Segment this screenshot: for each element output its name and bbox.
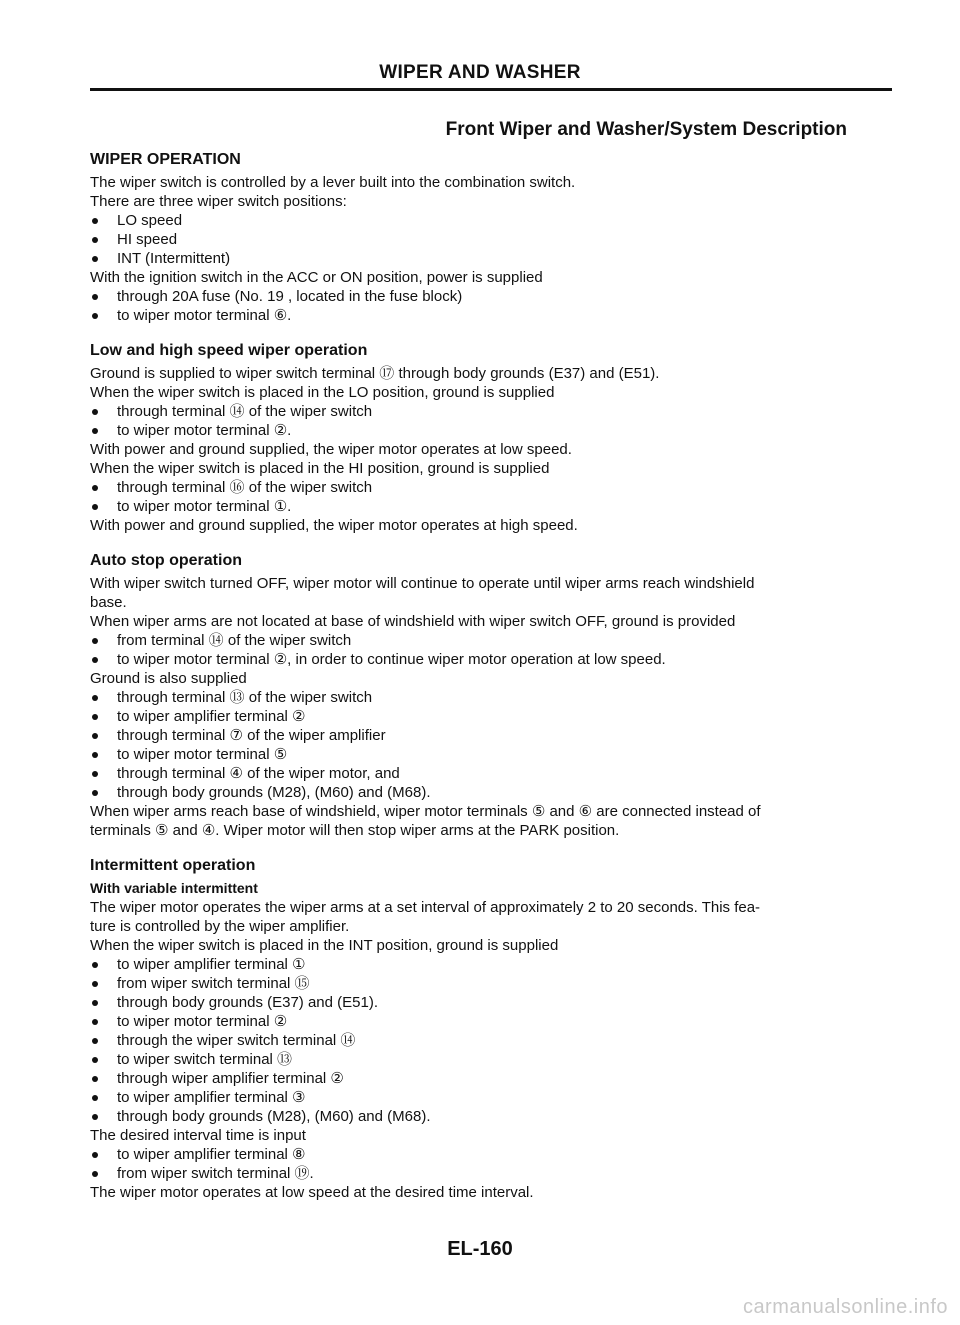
bullet-item: to wiper amplifier terminal ② xyxy=(90,707,900,726)
bullet-item: to wiper motor terminal ①. xyxy=(90,497,900,516)
bullet-item: through body grounds (E37) and (E51). xyxy=(90,993,900,1012)
page-number: EL-160 xyxy=(447,1238,513,1260)
bullet-item: from wiper switch terminal ⑮ xyxy=(90,974,900,993)
paragraph-line: The wiper motor operates the wiper arms at a set interval of approximately 2 to 20 seconds. This fea- xyxy=(90,899,761,916)
bullet-item: from terminal ⑭ of the wiper switch xyxy=(90,631,900,650)
paragraph-line: base. xyxy=(90,594,127,611)
paragraph-line: When the wiper switch is placed in the HI position, ground is supplied xyxy=(90,460,550,477)
bullet-item: through wiper amplifier terminal ② xyxy=(90,1069,900,1088)
bullet-item: HI speed xyxy=(90,230,900,249)
bullet-item: through terminal ⑭ of the wiper switch xyxy=(90,402,900,421)
section-title: Front Wiper and Washer/System Description xyxy=(445,119,847,140)
paragraph-line: The wiper motor operates at low speed at the desired time interval. xyxy=(90,1184,534,1201)
watermark: carmanualsonline.info xyxy=(742,1296,948,1318)
bullet-item: to wiper motor terminal ②. xyxy=(90,421,900,440)
bullet-item: through terminal ⑬ of the wiper switch xyxy=(90,688,900,707)
paragraph-line: With the ignition switch in the ACC or ON position, power is supplied xyxy=(90,269,543,286)
paragraph-line: When the wiper switch is placed in the INT position, ground is supplied xyxy=(90,937,559,954)
bullet-item: INT (Intermittent) xyxy=(90,249,900,268)
subsection-heading: With variable intermittent xyxy=(90,880,258,896)
section-heading: Auto stop operation xyxy=(90,552,242,569)
paragraph-line: The desired interval time is input xyxy=(90,1127,306,1144)
paragraph-line: With power and ground supplied, the wiper motor operates at high speed. xyxy=(90,517,578,534)
bullet-item: to wiper amplifier terminal ① xyxy=(90,955,900,974)
document-body xyxy=(90,150,900,1202)
bullet-item: to wiper amplifier terminal ③ xyxy=(90,1088,900,1107)
page-header-title: WIPER AND WASHER xyxy=(379,62,581,83)
bullet-item: LO speed xyxy=(90,211,900,230)
paragraph-line: With wiper switch turned OFF, wiper motor will continue to operate until wiper arms reach windshield xyxy=(90,575,755,592)
bullet-item: through terminal ④ of the wiper motor, and xyxy=(90,764,900,783)
section-heading: Intermittent operation xyxy=(90,857,256,874)
bullet-item: through body grounds (M28), (M60) and (M68). xyxy=(90,783,900,802)
bullet-item: to wiper motor terminal ⑤ xyxy=(90,745,900,764)
bullet-item: through terminal ⑯ of the wiper switch xyxy=(90,478,900,497)
bullet-item: to wiper motor terminal ⑥. xyxy=(90,306,900,325)
paragraph-line: The wiper switch is controlled by a lever built into the combination switch. xyxy=(90,174,576,191)
header-divider xyxy=(90,88,892,91)
paragraph-line: When wiper arms reach base of windshield, wiper motor terminals ⑤ and ⑥ are connected instead of xyxy=(90,803,761,820)
paragraph-line: Ground is also supplied xyxy=(90,670,247,687)
bullet-item: to wiper motor terminal ② xyxy=(90,1012,900,1031)
section-heading: WIPER OPERATION xyxy=(90,151,241,168)
paragraph-line: With power and ground supplied, the wiper motor operates at low speed. xyxy=(90,441,572,458)
bullet-item: through terminal ⑦ of the wiper amplifier xyxy=(90,726,900,745)
paragraph-line: When wiper arms are not located at base of windshield with wiper switch OFF, ground is provided xyxy=(90,613,736,630)
bullet-item: from wiper switch terminal ⑲. xyxy=(90,1164,900,1183)
bullet-item: through the wiper switch terminal ⑭ xyxy=(90,1031,900,1050)
bullet-item: to wiper switch terminal ⑬ xyxy=(90,1050,900,1069)
paragraph-line: ture is controlled by the wiper amplifier. xyxy=(90,918,350,935)
bullet-item: to wiper amplifier terminal ⑧ xyxy=(90,1145,900,1164)
paragraph-line: There are three wiper switch positions: xyxy=(90,193,347,210)
bullet-item: to wiper motor terminal ②, in order to continue wiper motor operation at low speed. xyxy=(90,650,900,669)
paragraph-line: Ground is supplied to wiper switch terminal ⑰ through body grounds (E37) and (E51). xyxy=(90,365,660,382)
bullet-item: through body grounds (M28), (M60) and (M68). xyxy=(90,1107,900,1126)
paragraph-line: When the wiper switch is placed in the LO position, ground is supplied xyxy=(90,384,555,401)
section-heading: Low and high speed wiper operation xyxy=(90,342,368,359)
paragraph-line: terminals ⑤ and ④. Wiper motor will then stop wiper arms at the PARK position. xyxy=(90,822,620,839)
bullet-item: through 20A fuse (No. 19 , located in the fuse block) xyxy=(90,287,900,306)
